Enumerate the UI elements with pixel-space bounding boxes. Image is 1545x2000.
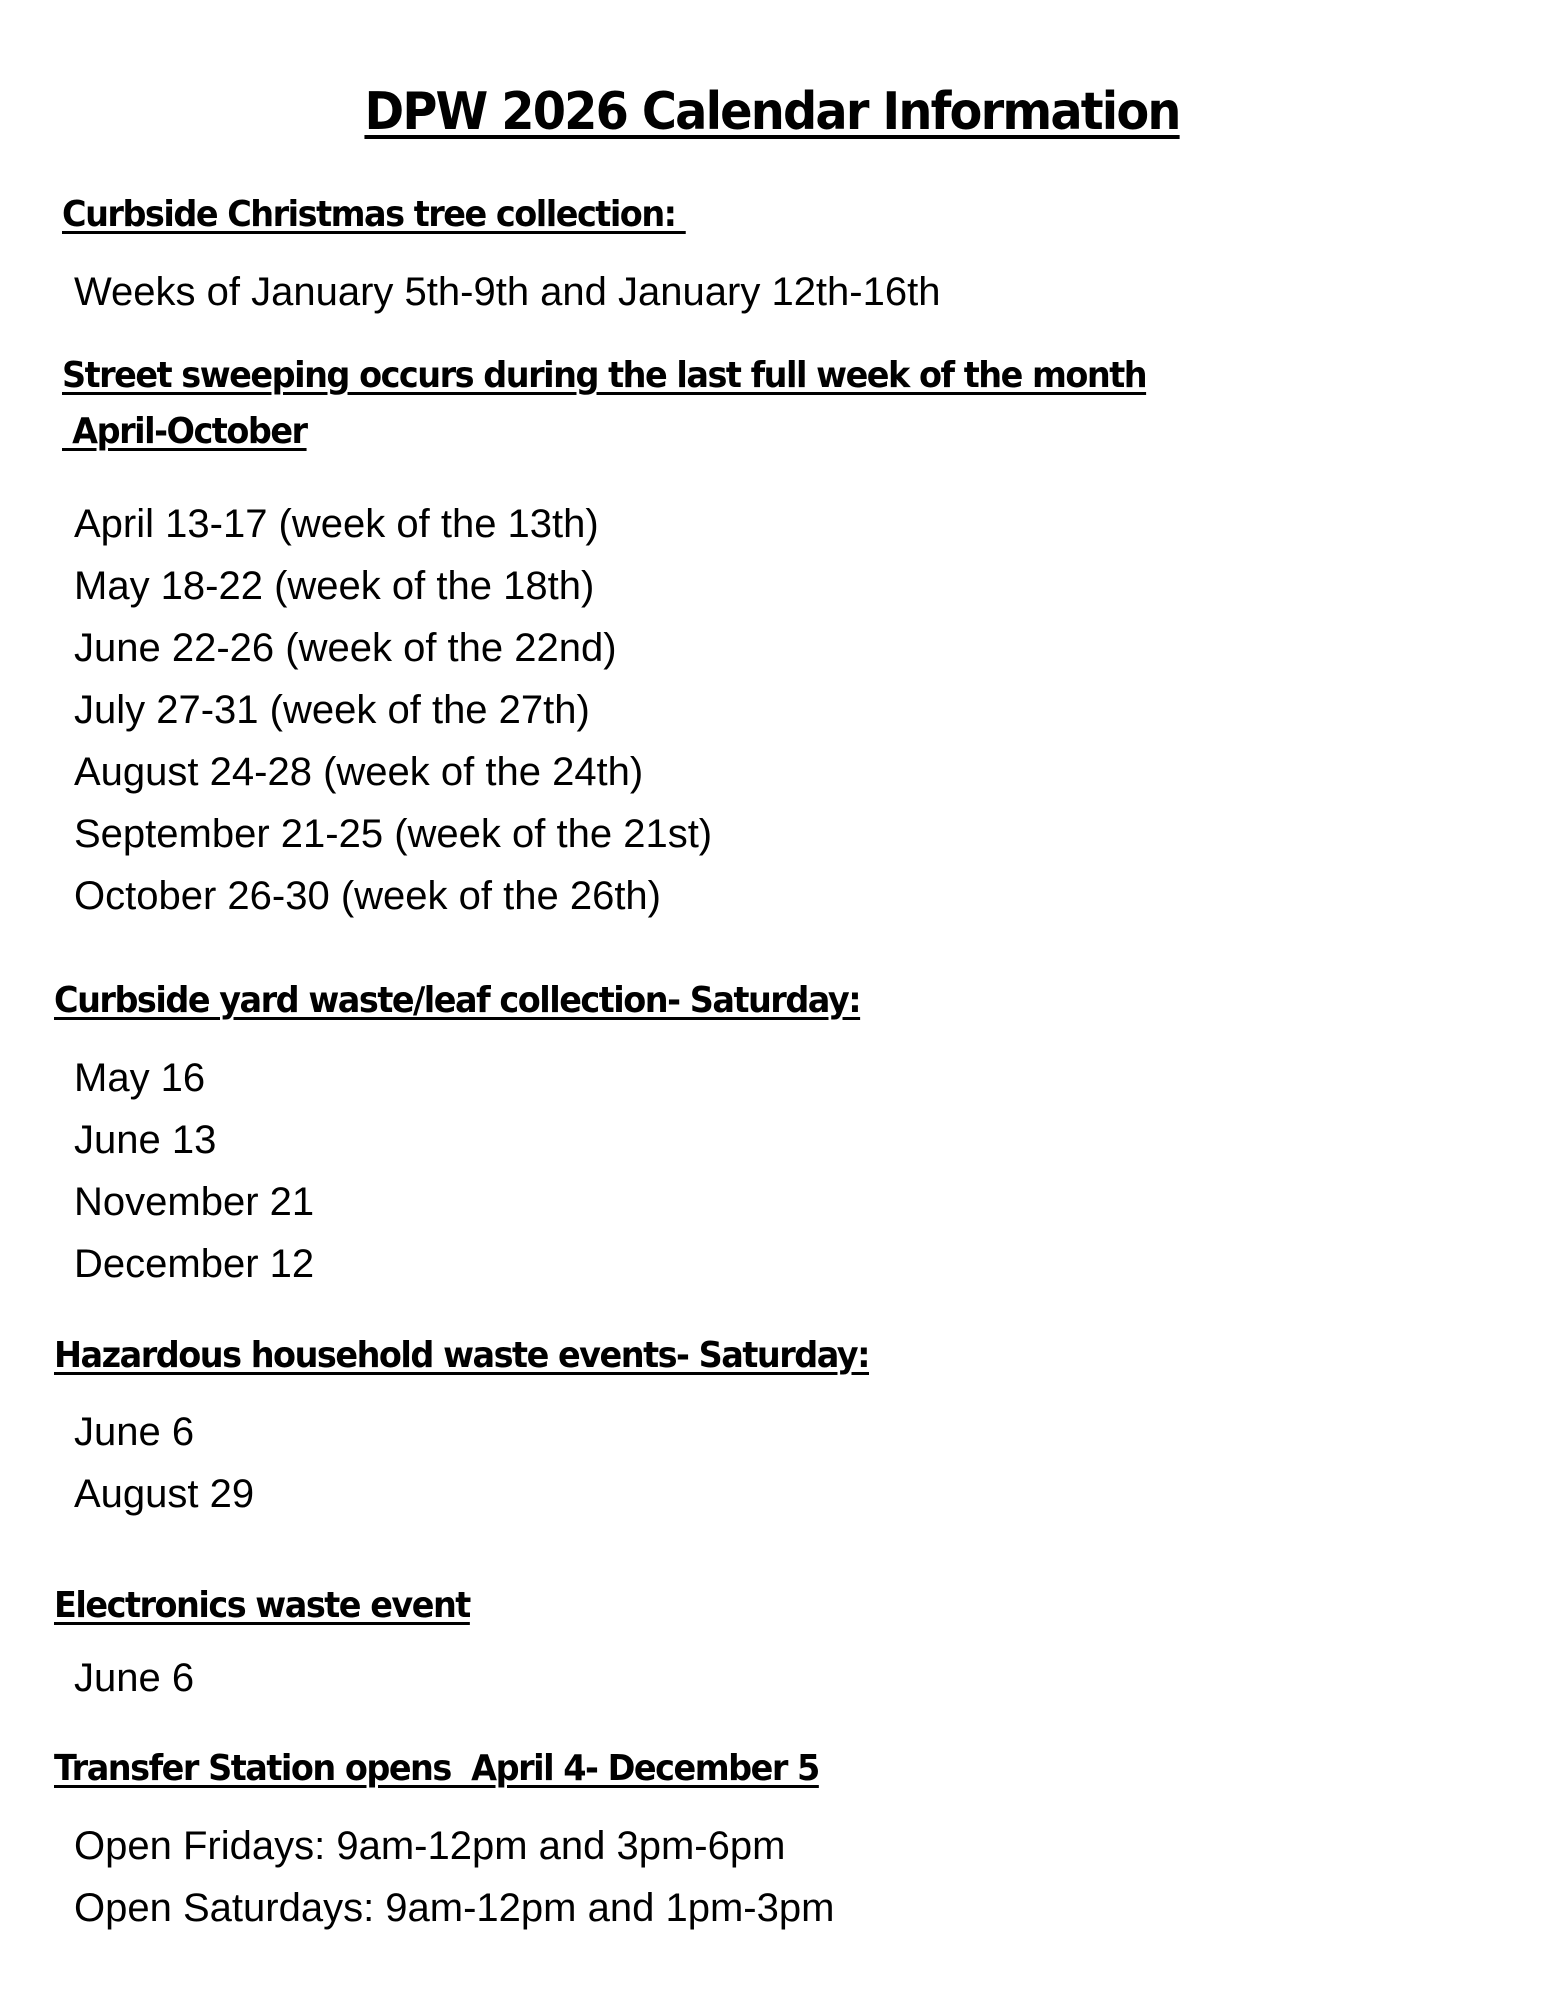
list-item: May 18-22 (week of the 18th) [74, 564, 595, 608]
list-item: August 24-28 (week of the 24th) [74, 750, 644, 794]
section-heading-yard-waste: Curbside yard waste/leaf collection- Saturday: [54, 980, 861, 1021]
list-item: Weeks of January 5th-9th and January 12th-16th [74, 270, 941, 314]
list-item: June 6 [74, 1410, 195, 1454]
list-item: September 21-25 (week of the 21st) [74, 812, 713, 856]
section-heading-street-sweeping-line2: April-October [62, 411, 307, 452]
list-item: Open Fridays: 9am-12pm and 3pm-6pm [74, 1824, 786, 1868]
section-heading-electronics-waste: Electronics waste event [54, 1585, 470, 1626]
list-item: December 12 [74, 1242, 315, 1286]
list-item: June 13 [74, 1118, 217, 1162]
page-title [0, 80, 1545, 144]
list-item: August 29 [74, 1472, 255, 1516]
section-heading-christmas-tree: Curbside Christmas tree collection: [62, 194, 686, 235]
list-item: November 21 [74, 1180, 315, 1224]
list-item: June 22-26 (week of the 22nd) [74, 626, 617, 670]
list-item: April 13-17 (week of the 13th) [74, 502, 599, 546]
section-heading-street-sweeping: Street sweeping occurs during the last full week of the month [62, 355, 1147, 396]
page-title-text: DPW 2026 Calendar Information [364, 82, 1181, 142]
section-heading-transfer-station: Transfer Station opens April 4- December 5 [54, 1748, 819, 1789]
list-item: June 6 [74, 1656, 195, 1700]
list-item: October 26-30 (week of the 26th) [74, 874, 661, 918]
list-item: May 16 [74, 1056, 206, 1100]
list-item: July 27-31 (week of the 27th) [74, 688, 590, 732]
list-item: Open Saturdays: 9am-12pm and 1pm-3pm [74, 1886, 835, 1930]
section-heading-hazardous-waste: Hazardous household waste events- Saturday: [54, 1335, 870, 1376]
